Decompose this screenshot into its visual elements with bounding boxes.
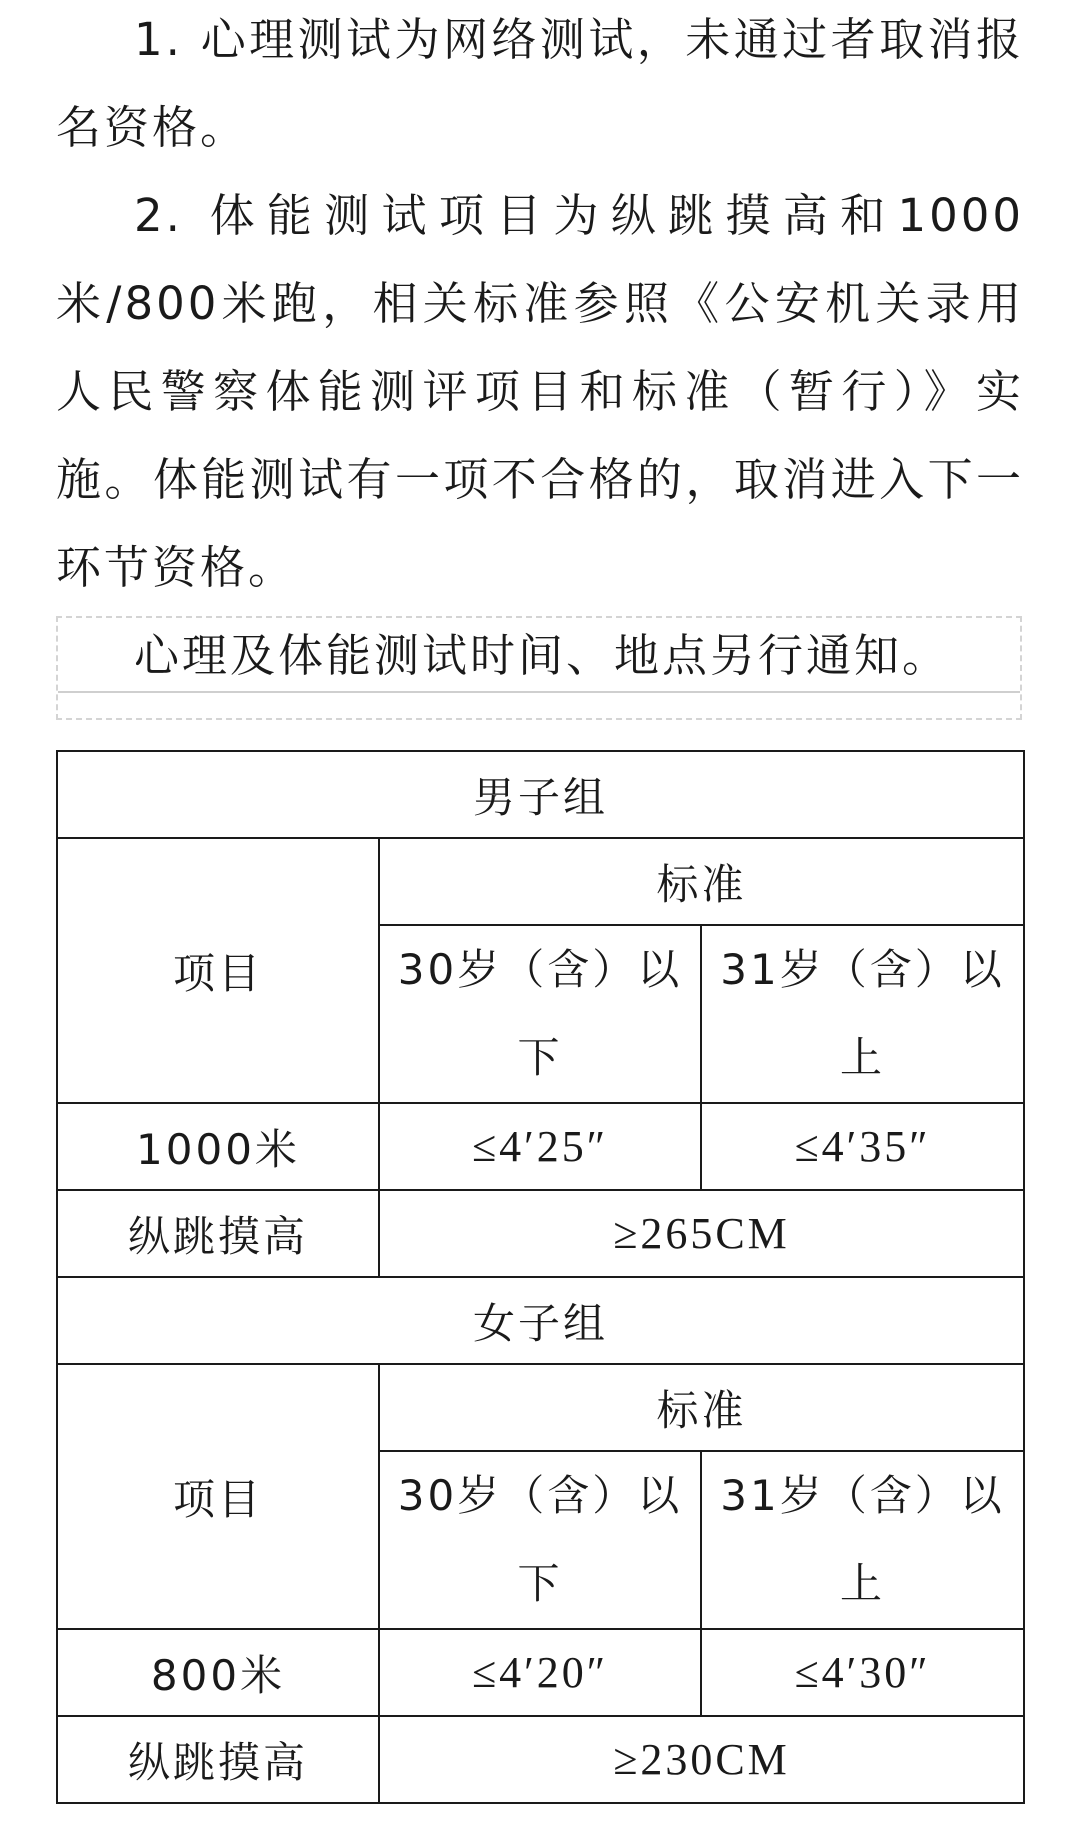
- male-run-under-value: ≤4′25″: [379, 1103, 701, 1190]
- female-item-header: 项目: [57, 1364, 379, 1629]
- female-jump-label: 纵跳摸高: [57, 1716, 379, 1803]
- age-label: 30岁（含）以下: [397, 945, 683, 1082]
- female-run-label: 800米: [57, 1629, 379, 1716]
- female-age-under-header: [379, 1451, 701, 1629]
- male-jump-label: 纵跳摸高: [57, 1190, 379, 1277]
- table-row: [57, 1103, 1024, 1190]
- female-standard-header: 标准: [379, 1364, 1024, 1451]
- female-run-over-value: ≤4′30″: [701, 1629, 1024, 1716]
- table-row: [57, 1364, 1024, 1451]
- female-group-title: 女子组: [57, 1277, 1024, 1364]
- female-age-over-header: [701, 1451, 1024, 1629]
- male-run-label: 1000米: [57, 1103, 379, 1190]
- male-age-over-header: [701, 925, 1024, 1103]
- table-row: [57, 751, 1024, 838]
- female-jump-value: ≥230CM: [379, 1716, 1024, 1803]
- article-body: [56, 0, 1024, 700]
- age-label: 31岁（含）以上: [720, 1471, 1005, 1608]
- embedded-placeholder-box: [56, 616, 1022, 720]
- table-row: [57, 1277, 1024, 1364]
- male-item-header: 项目: [57, 838, 379, 1103]
- male-run-over-value: ≤4′35″: [701, 1103, 1024, 1190]
- female-run-under-value: ≤4′20″: [379, 1629, 701, 1716]
- male-jump-value: ≥265CM: [379, 1190, 1024, 1277]
- placeholder-divider: [58, 691, 1020, 693]
- paragraph-physical-test: 2. 体能测试项目为纵跳摸高和1000米/800米跑，相关标准参照《公安机关录用人民警察体能测评项目和标准（暂行）》实施。体能测试有一项不合格的，取消进入下一环节资格。: [56, 189, 1024, 594]
- table-row: [57, 1190, 1024, 1277]
- table-row: [57, 1716, 1024, 1803]
- age-label: 30岁（含）以下: [397, 1471, 683, 1608]
- male-group-title: 男子组: [57, 751, 1024, 838]
- paragraph-notice: 心理及体能测试时间、地点另行通知。: [134, 629, 951, 682]
- fitness-standards-table: [56, 750, 1025, 1804]
- paragraph-psych-test: 1. 心理测试为网络测试，未通过者取消报名资格。: [56, 13, 1024, 154]
- table-row: [57, 838, 1024, 925]
- male-age-under-header: [379, 925, 701, 1103]
- male-standard-header: 标准: [379, 838, 1024, 925]
- age-label: 31岁（含）以上: [720, 945, 1005, 1082]
- table-row: [57, 1629, 1024, 1716]
